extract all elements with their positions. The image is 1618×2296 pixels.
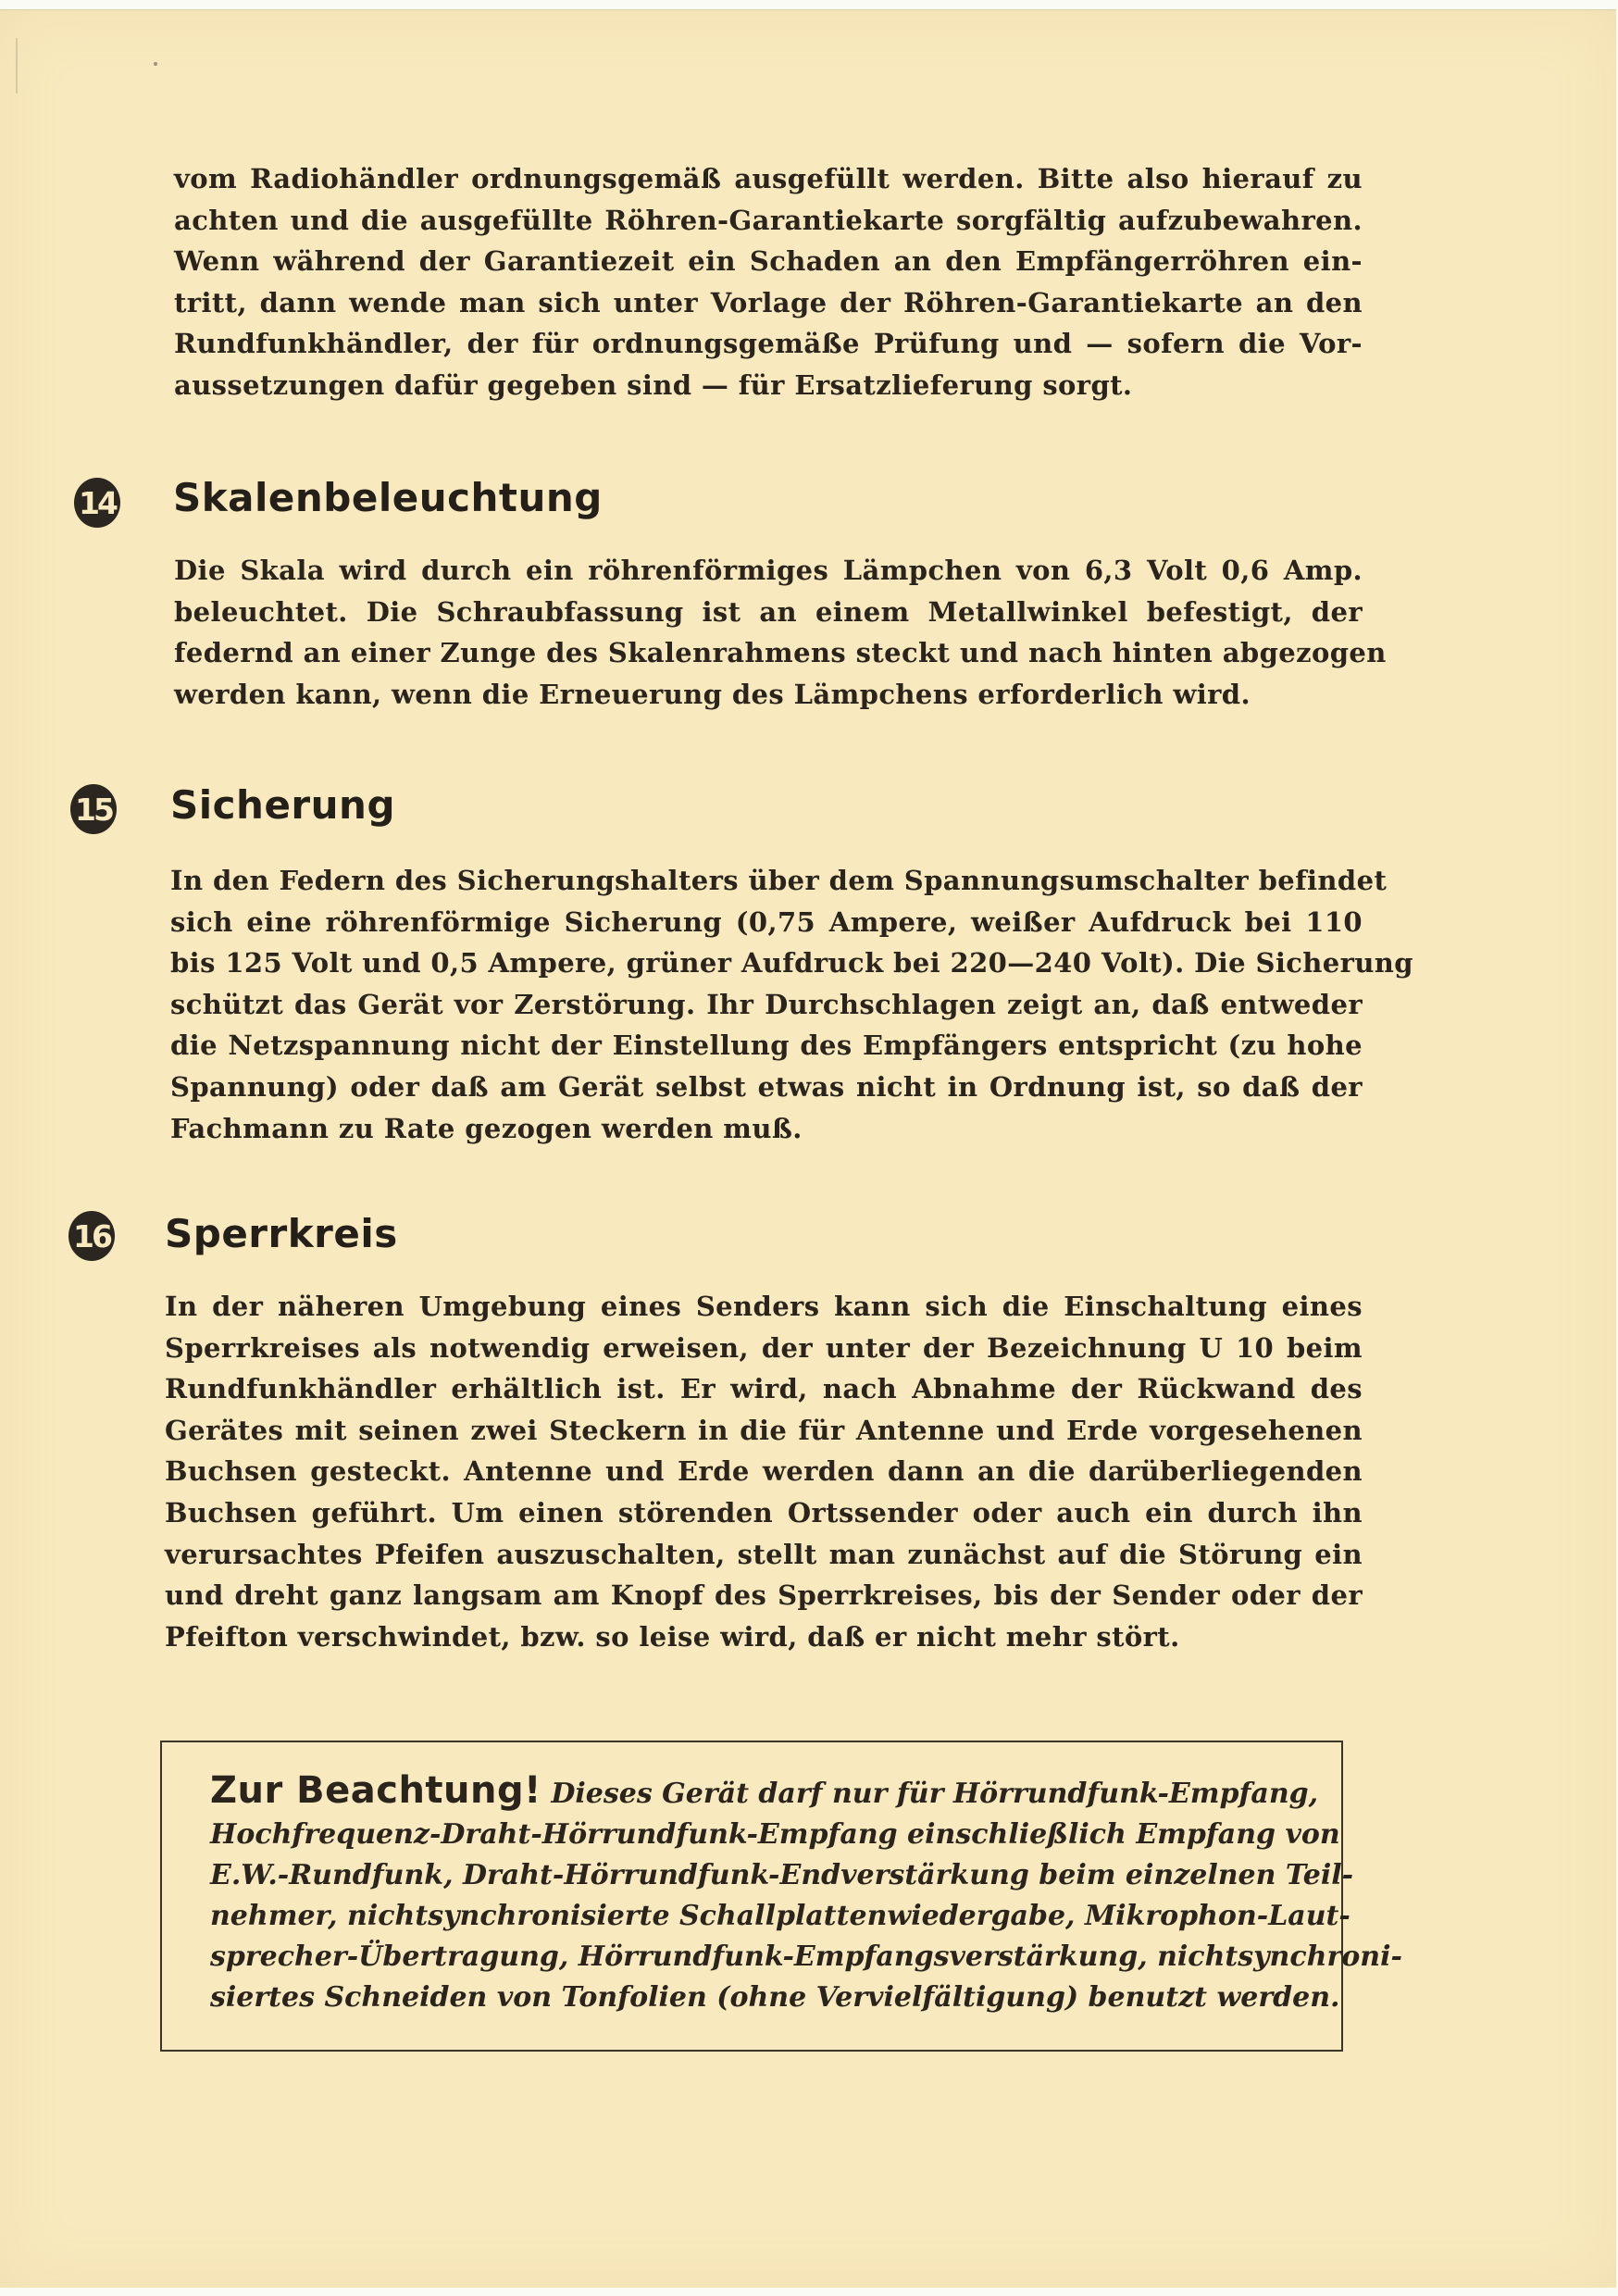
section-number-badge: 15: [70, 784, 117, 834]
text-line: aussetzungen dafür gegeben sind — für Ersatzlieferung sorgt.: [174, 368, 1133, 401]
text-line: verursachtes Pfeifen auszuschalten, stellt man zunächst auf die Störung ein: [165, 1538, 1363, 1570]
text-line: bis 125 Volt und 0,5 Ampere, grüner Aufdruck bei 220—240 Volt). Die Sicherung: [170, 947, 1413, 980]
text-line: sich eine röhrenförmige Sicherung (0,75 Ampere, weißer Aufdruck bei 110: [170, 905, 1363, 938]
notice-first-line: Dieses Gerät darf nur für Hörrundfunk-Empfang,: [551, 1778, 1319, 1810]
text-line: siertes Schneiden von Tonfolien (ohne Vervielfältigung) benutzt werden.: [210, 1981, 1340, 2014]
text-line: nehmer, nichtsynchronisierte Schallplattenwiedergabe, Mikrophon-Laut-: [210, 1900, 1350, 1932]
section-heading: Sperrkreis: [165, 1211, 398, 1256]
text-line: achten und die ausgefüllte Röhren-Garantiekarte sorgfältig aufzubewahren.: [174, 204, 1363, 236]
section-paragraph: [174, 550, 1387, 715]
text-line: Die Skala wird durch ein röhrenförmiges Lämpchen von 6,3 Volt 0,6 Amp.: [174, 555, 1363, 586]
text-line: Buchsen gesteckt. Antenne und Erde werden dann an die darüberliegenden: [165, 1455, 1363, 1488]
text-line: E.W.-Rundfunk, Draht-Hörrundfunk-Endverstärkung beim einzelnen Teil-: [210, 1859, 1354, 1891]
text-line: die Netzspannung nicht der Einstellung des Empfängers entspricht (zu hohe: [170, 1029, 1363, 1062]
section-paragraph: [165, 1286, 1363, 1657]
text-line: Sperrkreises als notwendig erweisen, der unter der Bezeichnung U 10 beim: [165, 1331, 1363, 1364]
text-line: In der näheren Umgebung eines Senders kann sich die Einschaltung eines: [165, 1291, 1363, 1322]
text-line: Buchsen geführt. Um einen störenden Ortssender oder auch ein durch ihn: [165, 1496, 1363, 1529]
notice-box: [160, 1741, 1402, 2052]
text-line: [210, 1769, 1319, 1815]
text-line: Fachmann zu Rate gezogen werden muß.: [170, 1112, 803, 1144]
text-line: werden kann, wenn die Erneuerung des Lämpchens erforderlich wird.: [174, 678, 1251, 710]
text-line: Gerätes mit seinen zwei Steckern in die für Antenne und Erde vorgesehenen: [165, 1414, 1363, 1446]
section-paragraph: [170, 860, 1413, 1149]
text-line: schützt das Gerät vor Zerstörung. Ihr Durchschlagen zeigt an, daß entweder: [170, 988, 1363, 1020]
text-line: Rundfunkhändler erhältlich ist. Er wird, nach Abnahme der Rückwand des: [165, 1373, 1363, 1405]
text-line: Hochfrequenz-Draht-Hörrundfunk-Empfang einschließlich Empfang von: [210, 1818, 1340, 1851]
text-line: Pfeifton verschwindet, bzw. so leise wird, daß er nicht mehr stört.: [165, 1620, 1180, 1653]
text-line: vom Radiohändler ordnungsgemäß ausgefüllt werden. Bitte also hierauf zu: [174, 163, 1363, 194]
section-number-badge: 14: [74, 478, 120, 528]
section-number-badge: 16: [68, 1211, 115, 1261]
text-line: und dreht ganz langsam am Knopf des Sperrkreises, bis der Sender oder der: [165, 1579, 1363, 1612]
intro-paragraph: [174, 158, 1363, 406]
section-heading: Skalenbeleuchtung: [173, 475, 603, 520]
text-line: Spannung) oder daß am Gerät selbst etwas nicht in Ordnung ist, so daß der: [170, 1070, 1363, 1103]
document-page: [0, 9, 1616, 2288]
text-line: Wenn während der Garantiezeit ein Schaden an den Empfängerröhren ein-: [174, 245, 1363, 278]
paper-speck: [154, 62, 157, 66]
text-line: sprecher-Übertragung, Hörrundfunk-Empfangsverstärkung, nichtsynchroni-: [210, 1940, 1402, 1973]
text-line: federnd an einer Zunge des Skalenrahmens steckt und nach hinten abgezogen: [174, 637, 1387, 669]
text-line: Rundfunkhändler, der für ordnungsgemäße Prüfung und — sofern die Vor-: [174, 328, 1363, 360]
section-heading: Sicherung: [170, 782, 396, 828]
paper-edge-mark: [16, 38, 18, 94]
text-line: beleuchtet. Die Schraubfassung ist an einem Metallwinkel befestigt, der: [174, 595, 1363, 628]
text-line: In den Federn des Sicherungshalters über dem Spannungsumschalter befindet: [170, 865, 1388, 896]
notice-title: Zur Beachtung!: [210, 1769, 541, 1812]
text-line: tritt, dann wende man sich unter Vorlage der Röhren-Garantiekarte an den: [174, 286, 1363, 318]
notice-paragraph: [210, 1769, 1402, 2018]
